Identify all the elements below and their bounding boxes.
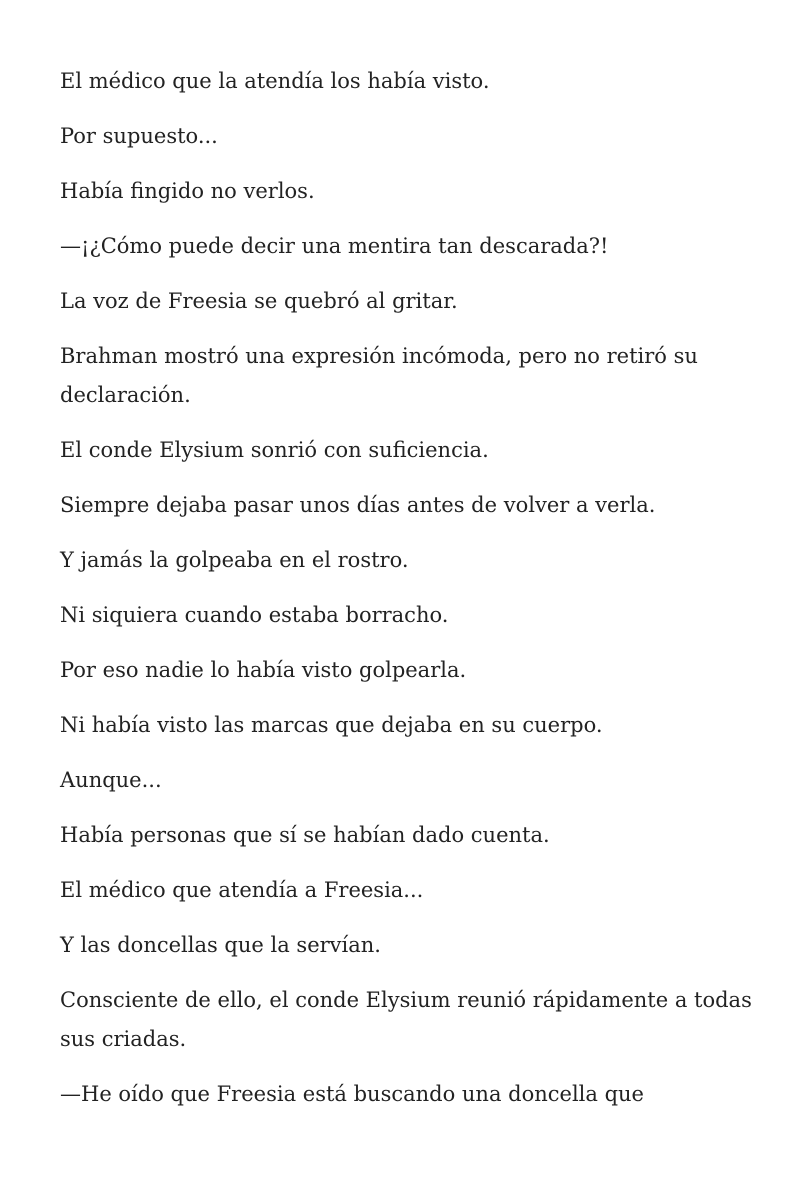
document-page: [60, 62, 760, 1130]
paragraph: Y las doncellas que la servían.: [60, 933, 381, 957]
paragraph: Por eso nadie lo había visto golpearla.: [60, 658, 467, 682]
paragraph: El conde Elysium sonrió con suficiencia.: [60, 438, 489, 462]
paragraph: Siempre dejaba pasar unos días antes de volver a verla.: [60, 493, 656, 517]
paragraph: Y jamás la golpeaba en el rostro.: [60, 548, 409, 572]
paragraph: El médico que la atendía los había visto.: [60, 69, 490, 93]
paragraph: —¡¿Cómo puede decir una mentira tan descarada?!: [60, 234, 609, 258]
paragraph: El médico que atendía a Freesia...: [60, 878, 424, 902]
paragraph: Consciente de ello, el conde Elysium reunió rápidamente a todas sus criadas.: [60, 988, 752, 1051]
paragraph: Brahman mostró una expresión incómoda, pero no retiró su declaración.: [60, 344, 698, 407]
paragraph: Aunque...: [60, 768, 162, 792]
paragraph: Había personas que sí se habían dado cuenta.: [60, 823, 550, 847]
paragraph: Ni había visto las marcas que dejaba en su cuerpo.: [60, 713, 603, 737]
paragraph: Por supuesto...: [60, 124, 218, 148]
paragraph: —He oído que Freesia está buscando una doncella que: [60, 1082, 644, 1106]
paragraph: Había fingido no verlos.: [60, 179, 315, 203]
paragraph: Ni siquiera cuando estaba borracho.: [60, 603, 449, 627]
paragraph: La voz de Freesia se quebró al gritar.: [60, 289, 458, 313]
